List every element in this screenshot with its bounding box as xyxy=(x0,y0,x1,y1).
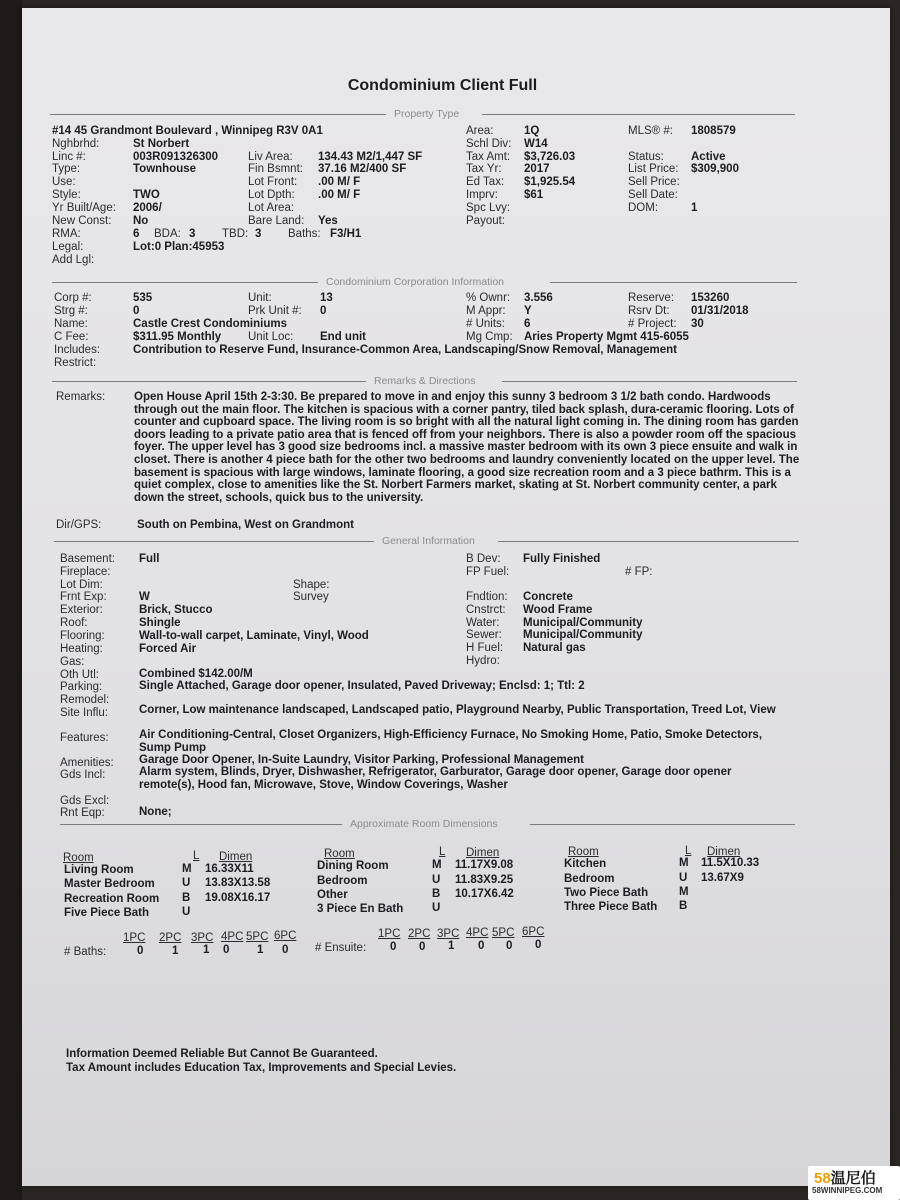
room-dim: 19.08X16.17 xyxy=(205,892,271,904)
label: Cnstrct: xyxy=(466,604,506,616)
label: List Price: xyxy=(628,163,679,175)
value: Air Conditioning-Central, Closet Organizers, High-Efficiency Furnace, No Smoking Home, Patio, Smoke Detectors, Sump Pump xyxy=(139,729,763,754)
room-name: Recreation Room xyxy=(64,893,160,905)
label: Baths: xyxy=(288,228,321,240)
section-label: General Information xyxy=(382,535,475,547)
value: Y xyxy=(524,305,532,317)
bath-count: 1 xyxy=(172,945,179,957)
value: TWO xyxy=(133,189,160,201)
value: $61 xyxy=(524,189,544,201)
label: Payout: xyxy=(466,215,505,227)
value: $3,726.03 xyxy=(524,151,576,163)
bath-header: 6PC xyxy=(274,930,297,942)
value: 3.556 xyxy=(524,292,553,304)
room-level: M xyxy=(182,863,192,875)
room-level: B xyxy=(679,900,688,912)
room-dim: 11.83X9.25 xyxy=(455,874,514,886)
room-level: U xyxy=(432,902,441,914)
value: $1,925.54 xyxy=(524,176,576,188)
ensuite-header: 3PC xyxy=(437,928,460,940)
value: Contribution to Reserve Fund, Insurance-Common Area, Landscaping/Snow Removal, Management xyxy=(133,344,677,356)
label: Status: xyxy=(628,151,664,163)
ensuite-count: 0 xyxy=(390,941,397,953)
label: Survey xyxy=(293,591,329,603)
room-dim: 11.5X10.33 xyxy=(701,857,760,869)
room-name: Two Piece Bath xyxy=(564,887,649,899)
label: Dir/GPS: xyxy=(56,519,102,531)
label: Remodel: xyxy=(60,694,110,706)
ensuite-header: 6PC xyxy=(522,926,545,938)
room-name: 3 Piece En Bath xyxy=(317,903,404,915)
value: Wall-to-wall carpet, Laminate, Vinyl, Wood xyxy=(139,630,369,642)
label: Tax Amt: xyxy=(466,151,511,163)
bath-header: 1PC xyxy=(123,932,146,944)
ensuite-header: 5PC xyxy=(492,927,515,939)
label: DOM: xyxy=(628,202,659,214)
value: 153260 xyxy=(691,292,730,304)
room-level: B xyxy=(182,892,191,904)
watermark-url: 58WINNIPEG.COM xyxy=(812,1186,883,1195)
label: Nghbrhd: xyxy=(52,138,100,150)
room-name: Master Bedroom xyxy=(64,878,155,890)
label: Features: xyxy=(60,732,109,744)
label: Use: xyxy=(52,176,76,188)
room-level: U xyxy=(679,872,688,884)
value: Active xyxy=(691,151,726,163)
value: .00 M/ F xyxy=(318,176,361,188)
ensuite-count: 0 xyxy=(535,939,542,951)
room-dim: 13.83X13.58 xyxy=(205,877,271,889)
label: Lot Dpth: xyxy=(248,189,295,201)
label: TBD: xyxy=(222,228,249,240)
label: Basement: xyxy=(60,553,115,565)
label: Spc Lvy: xyxy=(466,202,511,214)
label: # Ensuite: xyxy=(315,942,367,954)
room-col-header: Room xyxy=(324,848,355,860)
section-divider-rooms xyxy=(60,818,795,830)
room-name: Bedroom xyxy=(564,873,615,885)
section-divider-property xyxy=(50,108,795,120)
value: 13 xyxy=(320,292,333,304)
label: Water: xyxy=(466,617,500,629)
label: # Project: xyxy=(628,318,677,330)
value: Corner, Low maintenance landscaped, Landscaped patio, Playground Nearby, Public Transportation, Treed Lot, View xyxy=(139,704,776,716)
watermark-text: 温尼伯 xyxy=(830,1170,876,1187)
ensuite-header: 4PC xyxy=(466,927,489,939)
label: H Fuel: xyxy=(466,642,504,654)
dimen-col-header: Dimen xyxy=(707,846,741,858)
value: 0 xyxy=(133,305,140,317)
room-name: Five Piece Bath xyxy=(64,907,150,919)
bath-header: 2PC xyxy=(159,932,182,944)
label: Corp #: xyxy=(54,292,92,304)
bath-count: 0 xyxy=(223,944,230,956)
value: Full xyxy=(139,553,160,565)
label: Schl Div: xyxy=(466,138,512,150)
value: 0 xyxy=(320,305,327,317)
room-level: U xyxy=(182,906,191,918)
bath-count: 1 xyxy=(257,944,264,956)
value: 1808579 xyxy=(691,125,736,137)
label: Gds Incl: xyxy=(60,769,106,781)
value: 1 xyxy=(691,202,698,214)
label: Rsrv Dt: xyxy=(628,305,670,317)
ensuite-count: 0 xyxy=(478,940,485,952)
value: W14 xyxy=(524,138,548,150)
room-level: M xyxy=(432,859,442,871)
value: 01/31/2018 xyxy=(691,305,749,317)
label: Tax Yr: xyxy=(466,163,502,175)
value: Townhouse xyxy=(133,163,197,175)
label: FP Fuel: xyxy=(466,566,510,578)
label: Frnt Exp: xyxy=(60,591,107,603)
label: # FP: xyxy=(625,566,653,578)
photo-background xyxy=(0,0,22,1200)
label: Lot Dim: xyxy=(60,579,103,591)
value: 003R091326300 xyxy=(133,151,219,163)
ensuite-count: 0 xyxy=(419,941,426,953)
value: 30 xyxy=(691,318,704,330)
label: Legal: xyxy=(52,241,84,253)
label: Oth Utl: xyxy=(60,669,99,681)
section-label: Condominium Corporation Information xyxy=(326,276,505,288)
value: None; xyxy=(139,806,172,818)
section-divider-corp xyxy=(52,276,797,288)
bath-count: 0 xyxy=(282,944,289,956)
footer-tax-note: Tax Amount includes Education Tax, Improvements and Special Levies. xyxy=(66,1062,457,1074)
value: 3 xyxy=(255,228,262,240)
label: Parking: xyxy=(60,681,103,693)
label: Fireplace: xyxy=(60,566,111,578)
value: Municipal/Community xyxy=(523,617,643,629)
label: Roof: xyxy=(60,617,88,629)
room-level: M xyxy=(679,857,689,869)
value: .00 M/ F xyxy=(318,189,361,201)
label: Sewer: xyxy=(466,629,502,641)
room-name: Dining Room xyxy=(317,860,389,872)
site-watermark-logo xyxy=(808,1166,900,1200)
room-name: Bedroom xyxy=(317,875,368,887)
label: C Fee: xyxy=(54,331,89,343)
ensuite-count: 0 xyxy=(506,940,513,952)
label: Mg Cmp: xyxy=(466,331,513,343)
value: St Norbert xyxy=(133,138,190,150)
level-col-header: L xyxy=(439,846,446,858)
room-name: Other xyxy=(317,889,348,901)
label: Bare Land: xyxy=(248,215,305,227)
label: Yr Built/Age: xyxy=(52,202,116,214)
value: Shingle xyxy=(139,617,181,629)
label: Exterior: xyxy=(60,604,103,616)
value: Single Attached, Garage door opener, Insulated, Paved Driveway; Enclsd: 1; Ttl: 2 xyxy=(139,680,585,692)
value: Fully Finished xyxy=(523,553,601,565)
label: Ed Tax: xyxy=(466,176,505,188)
value: Lot:0 Plan:45953 xyxy=(133,241,225,253)
section-label: Property Type xyxy=(394,108,460,120)
label: # Units: xyxy=(466,318,505,330)
label: Imprv: xyxy=(466,189,498,201)
label: Sell Price: xyxy=(628,176,680,188)
value: 1Q xyxy=(524,125,540,137)
value: Natural gas xyxy=(523,642,586,654)
value: Castle Crest Condominiums xyxy=(133,318,287,330)
level-col-header: L xyxy=(193,850,200,862)
label: Type: xyxy=(52,163,81,175)
value: Yes xyxy=(318,215,338,227)
label: Amenities: xyxy=(60,757,114,769)
section-divider-general xyxy=(54,535,799,547)
label: Liv Area: xyxy=(248,151,293,163)
label: Add Lgl: xyxy=(52,254,95,266)
room-dim: 10.17X6.42 xyxy=(455,888,514,900)
label: Prk Unit #: xyxy=(248,305,302,317)
value: Combined $142.00/M xyxy=(139,668,253,680)
value: South on Pembina, West on Grandmont xyxy=(137,519,355,531)
value: Wood Frame xyxy=(523,604,593,616)
label: Flooring: xyxy=(60,630,105,642)
footer-disclaimer: Information Deemed Reliable But Cannot Be Guaranteed. xyxy=(66,1048,378,1060)
value: 37.16 M2/400 SF xyxy=(318,163,407,175)
label: New Const: xyxy=(52,215,112,227)
label: MLS® #: xyxy=(628,125,673,137)
label: # Baths: xyxy=(64,946,107,958)
room-dim: 16.33X11 xyxy=(205,863,254,875)
value: 2006/ xyxy=(133,202,162,214)
label: Unit: xyxy=(248,292,272,304)
value: Aries Property Mgmt 415-6055 xyxy=(524,331,689,343)
value: 2017 xyxy=(524,163,550,175)
room-level: U xyxy=(432,874,441,886)
label: Hydro: xyxy=(466,655,500,667)
label: RMA: xyxy=(52,228,81,240)
ensuite-count: 1 xyxy=(448,940,455,952)
label: Heating: xyxy=(60,643,103,655)
value: End unit xyxy=(320,331,366,343)
room-level: B xyxy=(432,888,441,900)
value: Concrete xyxy=(523,591,573,603)
section-label: Approximate Room Dimensions xyxy=(350,818,498,830)
label: Lot Area: xyxy=(248,202,295,214)
room-level: M xyxy=(679,886,689,898)
label: Lot Front: xyxy=(248,176,298,188)
value: 134.43 M2/1,447 SF xyxy=(318,151,423,163)
value: 6 xyxy=(524,318,531,330)
label: Restrict: xyxy=(54,357,97,369)
label: Gas: xyxy=(60,656,85,668)
value: $309,900 xyxy=(691,163,739,175)
room-name: Three Piece Bath xyxy=(564,901,658,913)
value: Municipal/Community xyxy=(523,629,643,641)
value: Forced Air xyxy=(139,643,197,655)
label: Unit Loc: xyxy=(248,331,294,343)
room-col-header: Room xyxy=(63,852,94,864)
room-name: Living Room xyxy=(64,864,134,876)
room-level: U xyxy=(182,877,191,889)
watermark-number: 58 xyxy=(814,1170,831,1187)
label: M Appr: xyxy=(466,305,506,317)
bath-count: 0 xyxy=(137,945,144,957)
label: Includes: xyxy=(54,344,101,356)
label: B Dev: xyxy=(466,553,501,565)
section-label: Remarks & Directions xyxy=(374,375,476,387)
bath-count: 1 xyxy=(203,944,210,956)
label: Style: xyxy=(52,189,81,201)
label: % Ownr: xyxy=(466,292,511,304)
dimen-col-header: Dimen xyxy=(219,851,253,863)
room-dim: 13.67X9 xyxy=(701,872,744,884)
label: Site Influ: xyxy=(60,707,108,719)
room-dim: 11.17X9.08 xyxy=(455,859,514,871)
label: Name: xyxy=(54,318,88,330)
ensuite-header: 1PC xyxy=(378,928,401,940)
room-name: Kitchen xyxy=(564,858,607,870)
room-col-header: Room xyxy=(568,846,599,858)
bath-header: 3PC xyxy=(191,932,214,944)
value: Garage Door Opener, In-Suite Laundry, Visitor Parking, Professional Management xyxy=(139,754,584,766)
value: F3/H1 xyxy=(330,228,362,240)
value: $311.95 Monthly xyxy=(133,331,222,343)
label: Linc #: xyxy=(52,151,86,163)
remarks-text: Open House April 15th 2-3:30. Be prepared to move in and enjoy this sunny 3 bedroom 3 1/2 bath condo. Hardwoods through out the main floor. The kitchen is spacious with a corner pantry, tiled back splash, dura-ceramic flooring. Lots of counter and cupboard space. The living room is so bright with all the natural light coming in. The dining room has garden doors leading to a private patio area that is fenced off from your neighbors. There is also a powder room off the spacious foyer. The upper level has 3 good size bedrooms incl. a massive master bedroom with its own 3 piece ensuite and walk in closet. There is another 4 piece bath for the other two bedrooms and laundry conveniently located on the upper level. The basement is spacious with large windows, laminate flooring, a good size recreation room and a 3 piece bathrm. This is a quiet complex, close to amenities like the St. Norbert Farmers market, skating at St. Norbert community center, a park down the street, schools, quick bus to the university. xyxy=(134,391,800,504)
label: Area: xyxy=(466,125,494,137)
value: 535 xyxy=(133,292,153,304)
label: Gds Excl: xyxy=(60,795,110,807)
bath-header: 4PC xyxy=(221,931,244,943)
value: Brick, Stucco xyxy=(139,604,213,616)
dimen-col-header: Dimen xyxy=(466,847,500,859)
value: 6 xyxy=(133,228,140,240)
label: Remarks: xyxy=(56,391,106,403)
value: Alarm system, Blinds, Dryer, Dishwasher, Refrigerator, Garburator, Garage door opener, Garage door opener remote(s), Hood fan, Microwave, Stove, Window Coverings, Washer xyxy=(139,766,732,791)
address: #14 45 Grandmont Boulevard , Winnipeg R3V 0A1 xyxy=(52,125,323,137)
document-page xyxy=(22,8,890,1186)
bath-header: 5PC xyxy=(246,931,269,943)
label: Fndtion: xyxy=(466,591,508,603)
label: Strg #: xyxy=(54,305,88,317)
label: Rnt Eqp: xyxy=(60,807,105,819)
section-divider-remarks xyxy=(52,375,797,387)
label: BDA: xyxy=(154,228,181,240)
label: Sell Date: xyxy=(628,189,678,201)
value: No xyxy=(133,215,149,227)
label: Reserve: xyxy=(628,292,675,304)
label: Fin Bsmnt: xyxy=(248,163,303,175)
label: Shape: xyxy=(293,579,330,591)
value: 3 xyxy=(189,228,196,240)
ensuite-header: 2PC xyxy=(408,928,431,940)
document-title: Condominium Client Full xyxy=(347,77,538,94)
value: W xyxy=(139,591,150,603)
level-col-header: L xyxy=(685,845,692,857)
